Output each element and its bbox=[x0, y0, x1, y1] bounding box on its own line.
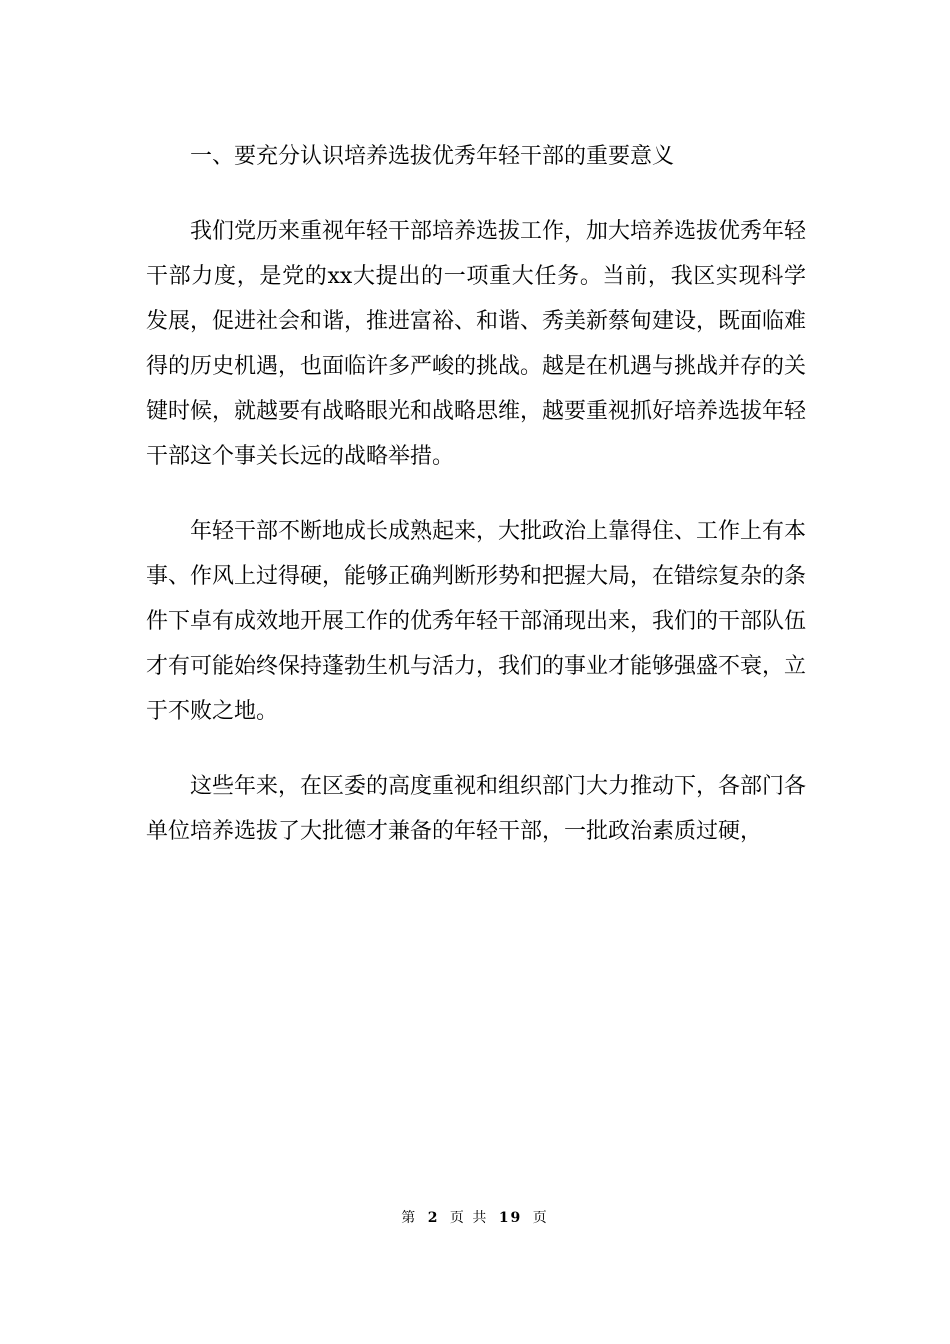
section-heading: 一、要充分认识培养选拔优秀年轻干部的重要意义 bbox=[190, 144, 675, 169]
paragraph-2: 年轻干部不断地成长成熟起来，大批政治上靠得住、工作上有本事、作风上过得硬，能够正确判断形势和把握大局，在错综复杂的条件下卓有成效地开展工作的优秀年轻干部涌现出来，我们的干部队伍才有可能始终保持蓬勃生机与活力，我们的事业才能够强盛不衰，立于不败之地。 bbox=[146, 519, 807, 724]
footer-page-number: 2 bbox=[427, 1210, 440, 1226]
footer-prefix: 第 bbox=[401, 1210, 418, 1226]
footer-total-pages: 19 bbox=[498, 1210, 523, 1226]
document-body bbox=[146, 134, 806, 854]
footer-suffix: 页 bbox=[532, 1210, 549, 1226]
paragraph-1: 我们党历来重视年轻干部培养选拔工作，加大培养选拔优秀年轻干部力度，是党的xx大提出的一项重大任务。当前，我区实现科学发展，促进社会和谐，推进富裕、和谐、秀美新蔡甸建设，既面临难得的历史机遇，也面临许多严峻的挑战。越是在机遇与挑战并存的关键时候，就越要有战略眼光和战略思维，越要重视抓好培养选拔年轻干部这个事关长远的战略举措。 bbox=[146, 219, 807, 469]
page-footer bbox=[0, 1207, 950, 1227]
footer-middle: 页 共 bbox=[449, 1210, 489, 1226]
paragraph-3: 这些年来，在区委的高度重视和组织部门大力推动下，各部门各单位培养选拔了大批德才兼备的年轻干部，一批政治素质过硬， bbox=[146, 774, 807, 844]
